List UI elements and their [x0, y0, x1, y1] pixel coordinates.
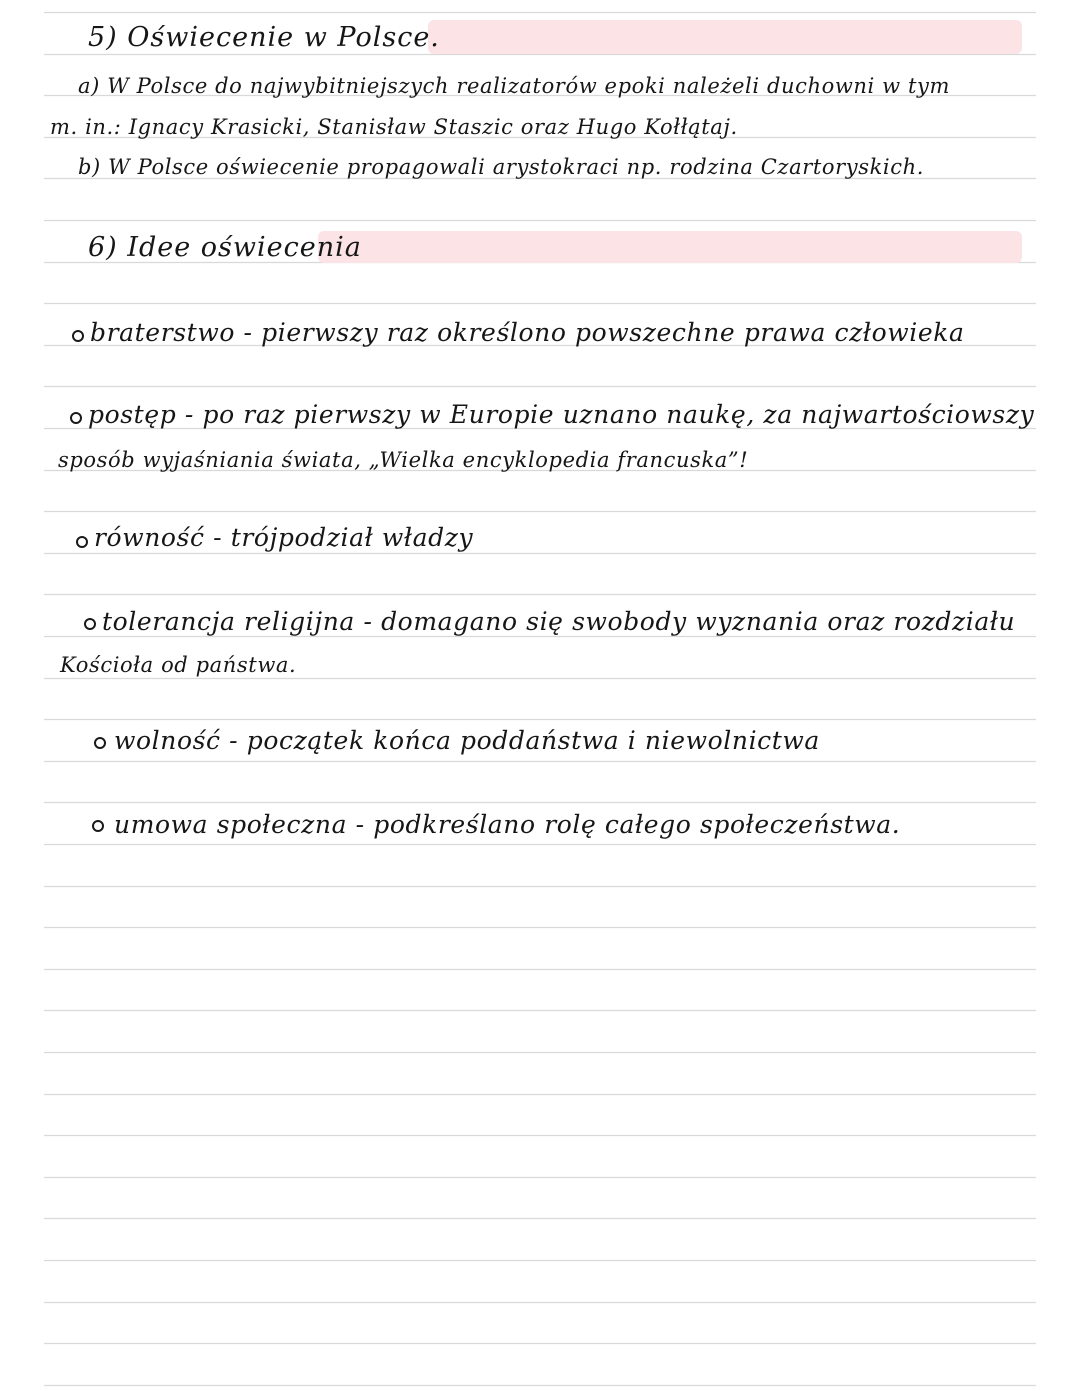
- idea-umowa-spoleczna: umowa społeczna - podkreślano rolę całego społeczeństwa.: [114, 810, 901, 839]
- bullet-icon: [70, 412, 82, 424]
- bullet-icon: [94, 737, 106, 749]
- heading-highlight-6: [318, 231, 1022, 263]
- idea-tolerancja-line-2: Kościoła od państwa.: [60, 653, 297, 677]
- idea-tolerancja-line-1: tolerancja religijna - domagano się swobody wyznania oraz rozdziału: [102, 607, 1016, 636]
- section-5-point-b: b) W Polsce oświecenie propagowali arystokraci np. rodzina Czartoryskich.: [78, 155, 925, 179]
- section-5-point-a-line-1: a) W Polsce do najwybitniejszych realizatorów epoki należeli duchowni w tym: [78, 74, 951, 98]
- bullet-icon: [76, 536, 88, 548]
- bullet-icon: [84, 618, 96, 630]
- section-5-heading: 5) Oświecenie w Polsce.: [88, 22, 440, 53]
- section-5-point-a-line-2: m. in.: Ignacy Krasicki, Stanisław Staszic oraz Hugo Kołłątaj.: [50, 115, 738, 139]
- idea-wolnosc: wolność - początek końca poddaństwa i niewolnictwa: [114, 726, 820, 755]
- idea-braterstwo: braterstwo - pierwszy raz określono powszechne prawa człowieka: [90, 318, 965, 347]
- idea-postep-line-2: sposób wyjaśniania świata, „Wielka encyklopedia francuska”!: [58, 448, 749, 472]
- bullet-icon: [92, 820, 104, 832]
- idea-rownosc: równość - trójpodział władzy: [94, 523, 474, 552]
- idea-postep-line-1: postęp - po raz pierwszy w Europie uznano naukę, za najwartościowszy: [88, 400, 1035, 429]
- bullet-icon: [72, 330, 84, 342]
- section-6-heading: 6) Idee oświecenia: [88, 232, 362, 263]
- heading-highlight-5: [428, 20, 1022, 54]
